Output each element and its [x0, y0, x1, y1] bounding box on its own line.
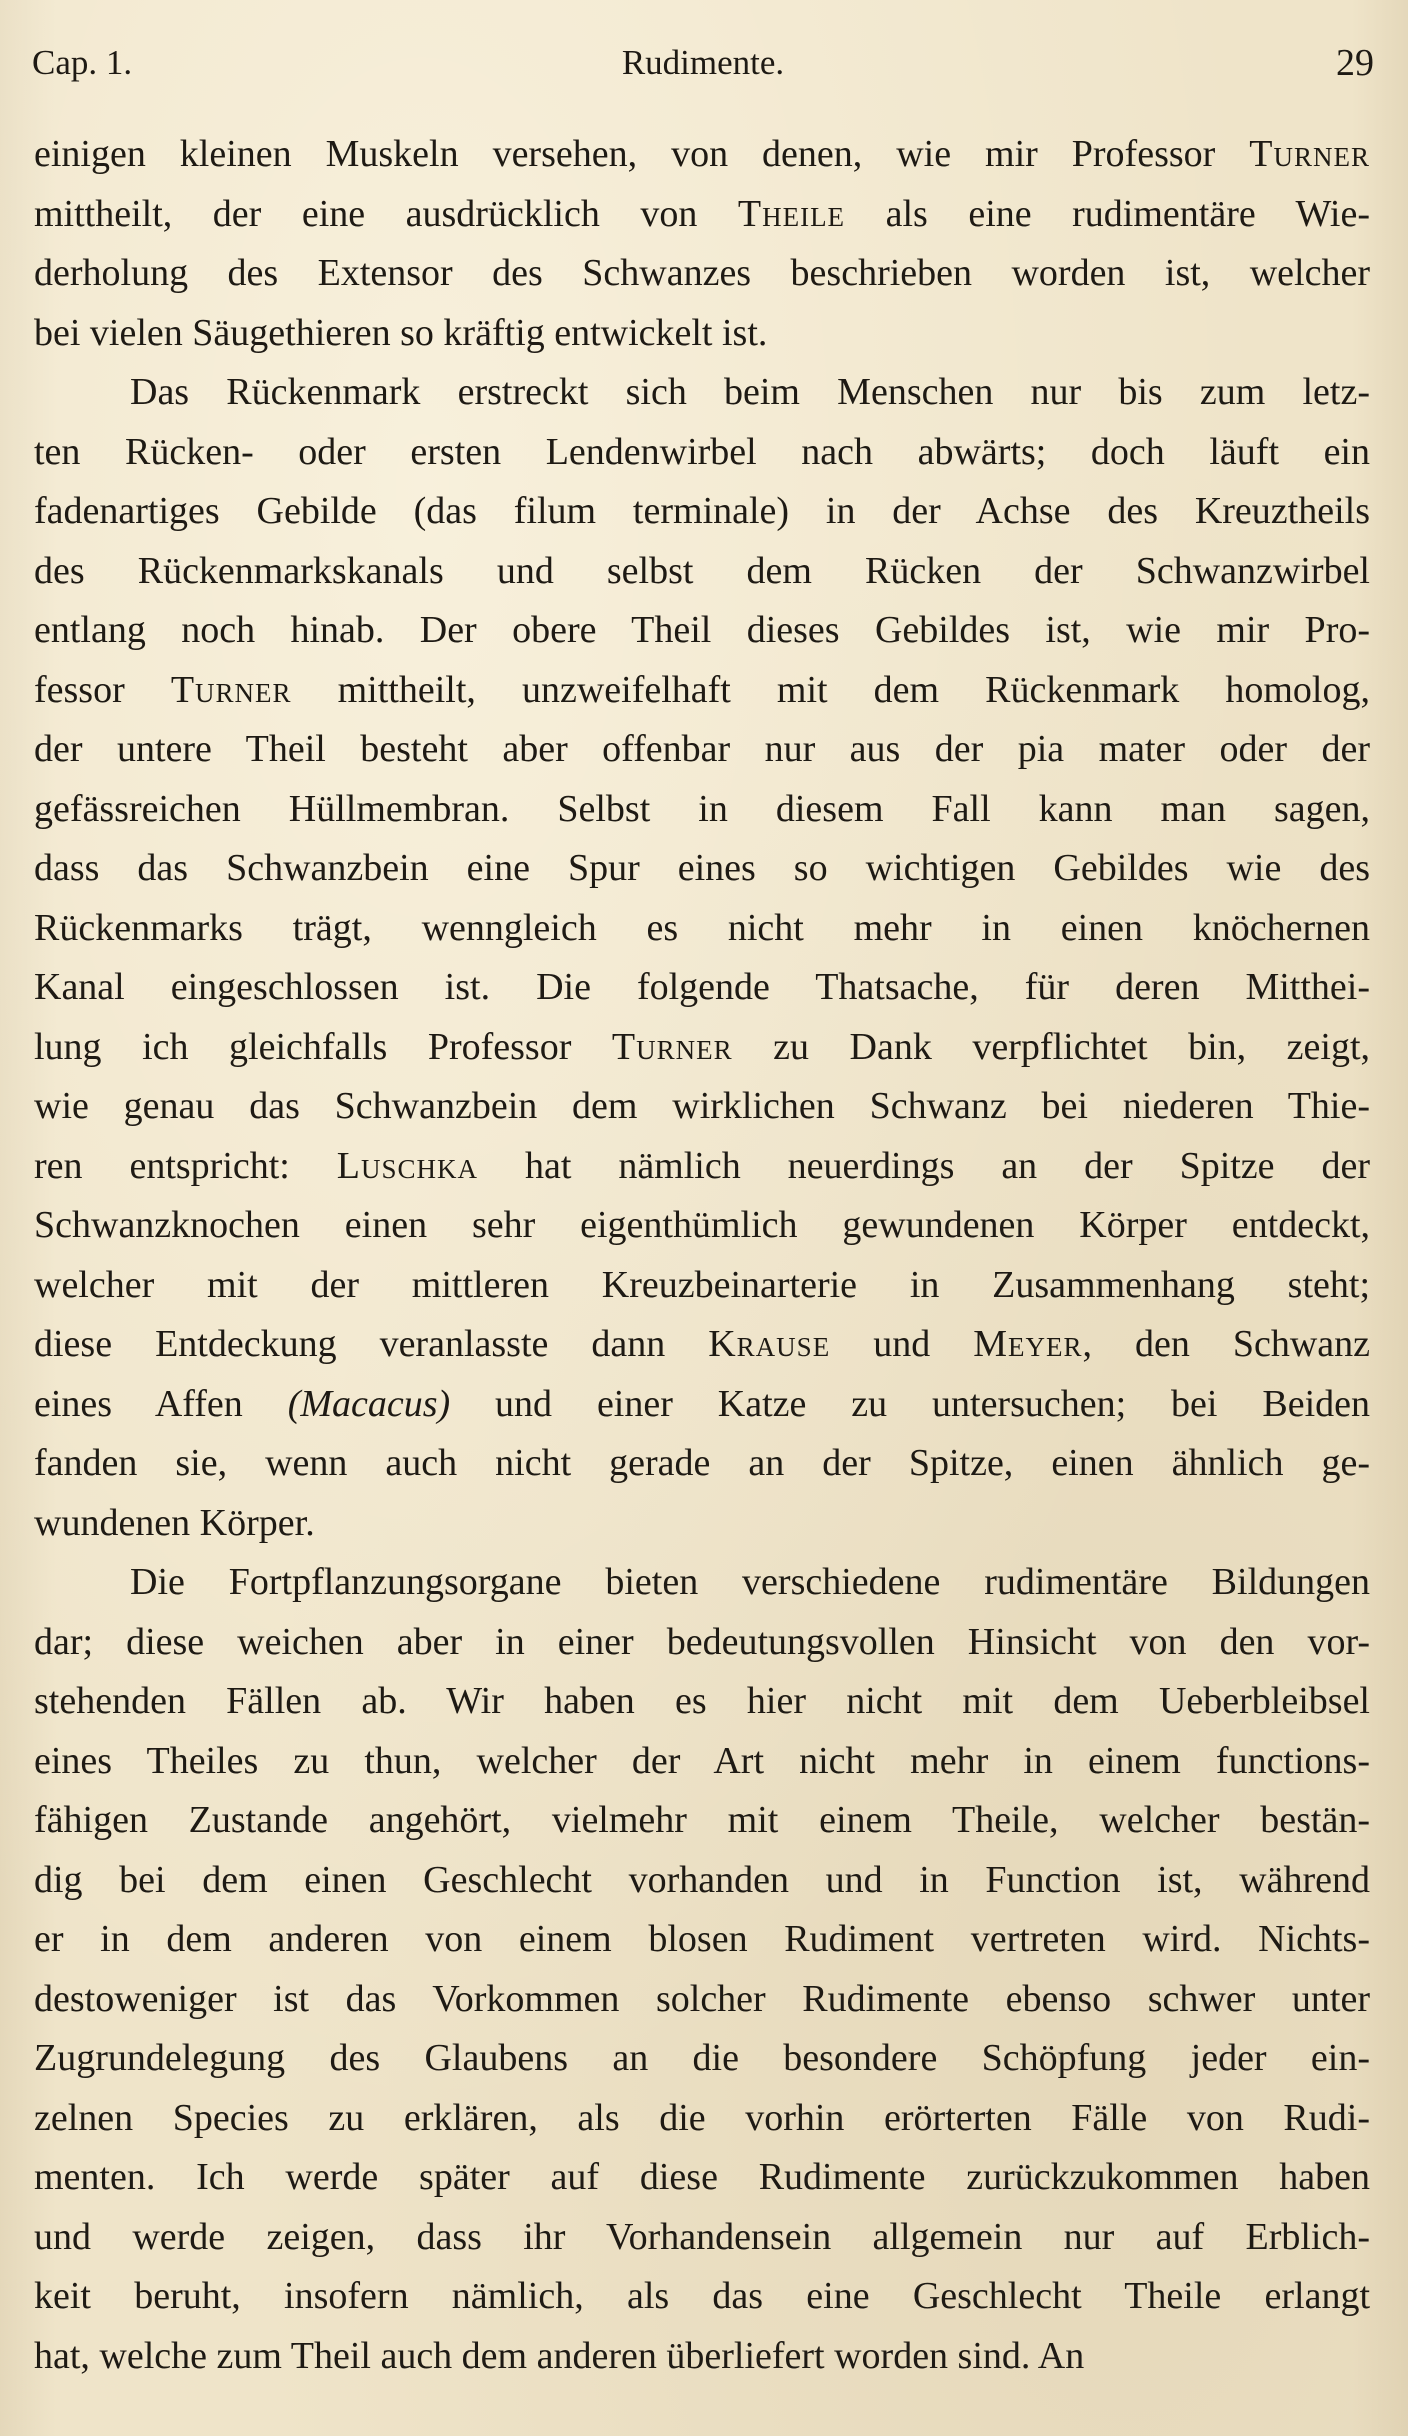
text-line — [34, 780, 1370, 840]
text-run: fanden sie, wenn auch nicht gerade an der Spitze, einen ähnlich ge- — [34, 1442, 1370, 1484]
author-name: Meyer — [973, 1323, 1083, 1365]
text-run: einigen kleinen Muskeln versehen, von denen, wie mir Professor — [34, 133, 1250, 175]
text-line — [34, 720, 1370, 780]
text-run: entlang noch hinab. Der obere Theil dieses Gebildes ist, wie mir Pro- — [34, 609, 1370, 651]
text-run: dass das Schwanzbein eine Spur eines so wichtigen Gebildes wie des — [34, 847, 1370, 889]
author-name: Theile — [737, 192, 846, 235]
text-line — [34, 1018, 1370, 1078]
text-line — [34, 839, 1370, 899]
text-run: diese Entdeckung veranlasste dann — [34, 1323, 709, 1365]
running-title: Rudimente. — [621, 43, 785, 82]
text-run: Die Fortpflanzungsorgane bieten verschiedene rudimentäre Bildungen — [130, 1561, 1370, 1603]
text-run: Kanal eingeschlossen ist. Die folgende Thatsache, für deren Mitthei- — [34, 966, 1370, 1008]
text-run: ren entspricht: — [34, 1144, 337, 1187]
text-run: fessor — [34, 668, 171, 711]
text-line — [34, 2029, 1370, 2089]
text-run: er in dem anderen von einem blosen Rudiment vertreten wird. Nichts- — [34, 1918, 1370, 1960]
author-name: Luschka — [336, 1144, 479, 1187]
text-run: wie genau das Schwanzbein dem wirklichen Schwanz bei niederen Thie- — [34, 1085, 1370, 1127]
text-line — [34, 1494, 1370, 1554]
page-number: 29 — [1336, 42, 1374, 84]
text-run: dig bei dem einen Geschlecht vorhanden und in Function ist, während — [34, 1858, 1370, 1901]
text-line — [34, 1553, 1370, 1613]
text-run: wundenen Körper. — [34, 1501, 315, 1544]
text-run: des Rückenmarkskanals und selbst dem Rücken der Schwanzwirbel — [34, 549, 1370, 592]
body-text — [34, 125, 1370, 2386]
text-run: gefässreichen Hüllmembran. Selbst in diesem Fall kann man sagen, — [34, 787, 1370, 830]
text-line — [34, 1851, 1370, 1911]
text-line — [34, 1672, 1370, 1732]
text-line — [34, 2267, 1370, 2327]
text-line — [34, 1196, 1370, 1256]
text-run: und — [830, 1323, 974, 1365]
author-name: Turner — [1249, 133, 1370, 175]
text-run: Zugrundelegung des Glaubens an die besondere Schöpfung jeder ein- — [34, 2037, 1370, 2079]
text-line — [34, 1613, 1370, 1673]
chapter-label: Cap. 1. — [32, 43, 133, 82]
text-run: eines Affen — [34, 1382, 288, 1425]
text-line — [34, 899, 1370, 959]
text-line — [34, 1137, 1370, 1197]
text-line — [34, 1791, 1370, 1851]
text-line — [34, 1732, 1370, 1792]
text-line — [34, 1970, 1370, 2030]
author-name: Krause — [708, 1323, 831, 1365]
text-line — [34, 1315, 1370, 1375]
text-run: bei vielen Säugethieren so kräftig entwickelt ist. — [34, 311, 768, 354]
text-line — [34, 1910, 1370, 1970]
text-run: mittheilt, der eine ausdrücklich von — [34, 192, 738, 235]
text-line — [34, 1256, 1370, 1316]
text-run: stehenden Fällen ab. Wir haben es hier nicht mit dem Ueberbleibsel — [34, 1680, 1370, 1722]
text-line — [34, 2148, 1370, 2208]
text-run: zelnen Species zu erklären, als die vorhin erörterten Fälle von Rudi- — [34, 2096, 1370, 2139]
text-run: Schwanzknochen einen sehr eigenthümlich gewundenen Körper entdeckt, — [34, 1204, 1370, 1246]
text-run: , den Schwanz — [1082, 1323, 1370, 1365]
text-run: eines Theiles zu thun, welcher der Art nicht mehr in einem functions- — [34, 1739, 1370, 1782]
text-line — [34, 244, 1370, 304]
italic-term: (Macacus) — [287, 1382, 451, 1425]
text-run: zu Dank verpflichtet bin, zeigt, — [732, 1025, 1370, 1068]
text-line — [34, 2327, 1370, 2387]
text-run: fadenartiges Gebilde (das filum terminale) in der Achse des Kreuztheils — [34, 490, 1370, 532]
author-name: Turner — [170, 668, 292, 711]
text-run: und werde zeigen, dass ihr Vorhandensein allgemein nur auf Erblich- — [34, 2215, 1370, 2258]
text-run: hat, welche zum Theil auch dem anderen überliefert worden sind. An — [34, 2334, 1085, 2377]
running-head — [32, 38, 1374, 88]
text-line — [34, 363, 1370, 423]
text-line — [34, 125, 1370, 185]
text-line — [34, 958, 1370, 1018]
text-run: welcher mit der mittleren Kreuzbeinarterie in Zusammenhang steht; — [34, 1263, 1370, 1306]
text-line — [34, 1077, 1370, 1137]
text-run: und einer Katze zu untersuchen; bei Beiden — [450, 1382, 1370, 1425]
text-line — [34, 542, 1370, 602]
paragraph — [34, 1553, 1370, 2386]
text-run: keit beruht, insofern nämlich, als das eine Geschlecht Theile erlangt — [34, 2275, 1370, 2317]
author-name: Turner — [611, 1025, 733, 1068]
text-run: lung ich gleichfalls Professor — [34, 1025, 612, 1068]
text-line — [34, 482, 1370, 542]
text-run: als eine rudimentäre Wie- — [845, 192, 1370, 235]
text-line — [34, 661, 1370, 721]
text-run: fähigen Zustande angehört, vielmehr mit einem Theile, welcher bestän- — [34, 1799, 1370, 1841]
text-line — [34, 1375, 1370, 1435]
text-run: destoweniger ist das Vorkommen solcher Rudimente ebenso schwer unter — [34, 1977, 1370, 2020]
text-run: derholung des Extensor des Schwanzes beschrieben worden ist, welcher — [34, 252, 1370, 294]
text-line — [34, 2089, 1370, 2149]
text-run: dar; diese weichen aber in einer bedeutungsvollen Hinsicht von den vor- — [34, 1620, 1370, 1663]
text-line — [34, 423, 1370, 483]
text-run: menten. Ich werde später auf diese Rudimente zurückzukommen haben — [34, 2156, 1370, 2198]
paragraph — [34, 125, 1370, 363]
text-line — [34, 601, 1370, 661]
text-run: hat nämlich neuerdings an der Spitze der — [478, 1144, 1370, 1187]
text-run: Das Rückenmark erstreckt sich beim Menschen nur bis zum letz- — [130, 371, 1370, 413]
text-run: der untere Theil besteht aber offenbar nur aus der pia mater oder der — [34, 728, 1370, 770]
text-line — [34, 185, 1370, 245]
text-line — [34, 304, 1370, 364]
text-run: Rückenmarks trägt, wenngleich es nicht mehr in einen knöchernen — [34, 906, 1370, 949]
text-run: mittheilt, unzweifelhaft mit dem Rückenmark homolog, — [291, 668, 1370, 711]
text-run: ten Rücken- oder ersten Lendenwirbel nach abwärts; doch läuft ein — [34, 430, 1370, 473]
paragraph — [34, 363, 1370, 1553]
text-line — [34, 1434, 1370, 1494]
text-line — [34, 2208, 1370, 2268]
